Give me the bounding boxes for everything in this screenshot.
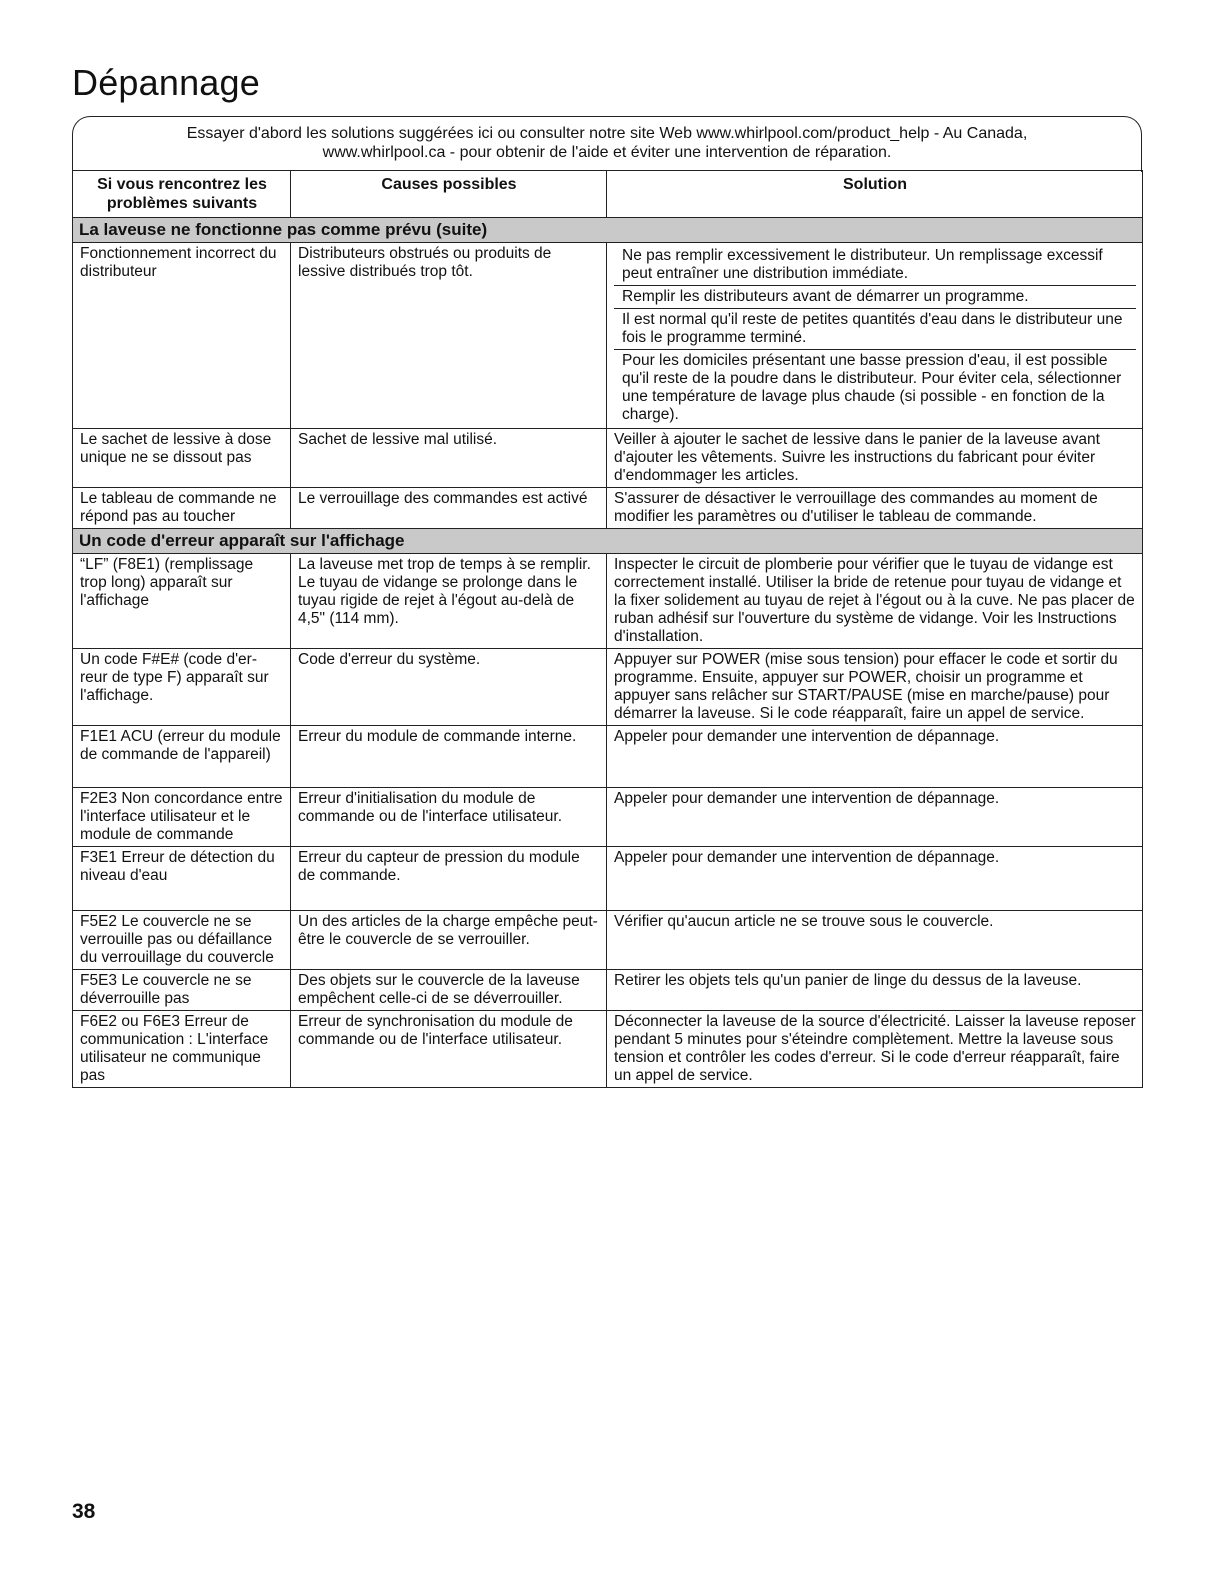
table-row [73, 649, 1143, 726]
problem-cell: F6E2 ou F6E3 Erreur de communication : L'interface utilisateur ne communique pas [73, 1011, 291, 1088]
cause-cell: Des objets sur le couvercle de la laveuse empêchent celle-ci de se déverrouiller. [291, 970, 607, 1011]
table-row [73, 911, 1143, 970]
problem-cell: Fonctionnement incorrect du distributeur [73, 243, 291, 429]
solution-item: Pour les domiciles présentant une basse pression d'eau, il est possible qu'il reste de la poudre dans le distributeur. Pour éviter cela, sélectionner une température de lavage plus chaude (si possible - en fonction de la charge). [622, 352, 1122, 423]
solution-item: Il est normal qu'il reste de petites quantités d'eau dans le distributeur une fois le programme terminé. [614, 309, 1136, 350]
solution-item: Ne pas remplir excessivement le distributeur. Un remplissage excessif peut entraîner une distribution immédiate. [614, 245, 1136, 286]
section-title: Un code d'erreur apparaît sur l'affichage [73, 529, 1143, 554]
cause-cell: Le verrouillage des commandes est activé [291, 488, 607, 529]
table-row [73, 788, 1143, 847]
cause-cell: La laveuse met trop de temps à se remplir. Le tuyau de vidange se prolonge dans le tuyau rigide de rejet à l'égout au-delà de 4,5" (114 mm). [291, 554, 607, 649]
solution-cell: Appeler pour demander une intervention de dépannage. [607, 847, 1143, 911]
page-title: Dépannage [72, 62, 260, 103]
cause-cell: Un des articles de la charge empêche peut-être le couvercle de se verrouiller. [291, 911, 607, 970]
table-row [73, 243, 1143, 429]
solution-cell: Inspecter le circuit de plomberie pour vérifier que le tuyau de vidange est correctement installé. Utiliser la bride de retenue pour tuyau de vidange et la fixer solidement au tuyau de rejet à l'égout ou à la cuve. Ne pas placer de ruban adhésif sur l'ouverture du système de vidange. Voir les Instructions d'installation. [607, 554, 1143, 649]
table-row [73, 488, 1143, 529]
cause-cell: Erreur du module de commande interne. [291, 726, 607, 788]
table-row [73, 1011, 1143, 1088]
problem-cell: F5E2 Le couvercle ne se verrouille pas ou défaillance du verrouillage du couvercle [73, 911, 291, 970]
troubleshooting-table [72, 170, 1143, 1088]
solution-cell: Déconnecter la laveuse de la source d'électricité. Laisser la laveuse reposer pendant 5 minutes pour s'éteindre complètement. Mettre la laveuse sous tension et contrôler les codes d'erreur. Si le code d'erreur réapparaît, faire un appel de service. [607, 1011, 1143, 1088]
problem-cell: F3E1 Erreur de détection du niveau d'eau [73, 847, 291, 911]
problem-cell: F5E3 Le couvercle ne se déverrouille pas [73, 970, 291, 1011]
table-row [73, 554, 1143, 649]
header-problem: Si vous rencontrez les problèmes suivants [73, 171, 291, 218]
table-row [73, 429, 1143, 488]
solution-cell: S'assurer de désactiver le verrouillage des commandes au moment de modifier les paramètres ou d'utiliser le tableau de commande. [607, 488, 1143, 529]
cause-cell: Code d'erreur du système. [291, 649, 607, 726]
header-causes: Causes possibles [291, 171, 607, 218]
solution-cell: Retirer les objets tels qu'un panier de linge du dessus de la laveuse. [607, 970, 1143, 1011]
cause-cell: Erreur du capteur de pression du module de commande. [291, 847, 607, 911]
intro-text [72, 124, 1142, 162]
problem-cell: “LF” (F8E1) (remplissage trop long) apparaît sur l'affichage [73, 554, 291, 649]
cause-cell: Erreur de synchronisation du module de commande ou de l'interface utilisateur. [291, 1011, 607, 1088]
problem-cell: F1E1 ACU (erreur du module de commande de l'appareil) [73, 726, 291, 788]
table-row [73, 847, 1143, 911]
problem-cell: Le tableau de commande ne répond pas au toucher [73, 488, 291, 529]
cause-cell: Erreur d'initialisation du module de commande ou de l'interface utilisateur. [291, 788, 607, 847]
section-title: La laveuse ne fonctionne pas comme prévu (suite) [73, 218, 1143, 243]
intro-line-1: Essayer d'abord les solutions suggérées ici ou consulter notre site Web www.whirlpool.com/product_help - Au Canada, [186, 125, 1028, 142]
table-header-row [73, 171, 1143, 218]
solution-cell: Appeler pour demander une intervention de dépannage. [607, 726, 1143, 788]
intro-line-2: www.whirlpool.ca - pour obtenir de l'aide et éviter une intervention de réparation. [322, 144, 892, 161]
solution-cell: Appuyer sur POWER (mise sous tension) pour effacer le code et sortir du programme. Ensuite, appuyer sur POWER, choisir un programme et appuyer sans relâcher sur START/PAUSE (mise en marche/pause) pour démarrer la laveuse. Si le code réapparaît, faire un appel de service. [607, 649, 1143, 726]
table-row [73, 970, 1143, 1011]
cause-cell: Distributeurs obstrués ou produits de lessive distribués trop tôt. [291, 243, 607, 429]
header-solution: Solution [607, 171, 1143, 218]
solution-item: Remplir les distributeurs avant de démarrer un programme. [614, 286, 1136, 309]
table-row [73, 726, 1143, 788]
solution-cell: Veiller à ajouter le sachet de lessive dans le panier de la laveuse avant d'ajouter les vêtements. Suivre les instructions du fabricant pour éviter d'endommager les articles. [607, 429, 1143, 488]
solution-cell: Appeler pour demander une intervention de dépannage. [607, 788, 1143, 847]
page-number: 38 [72, 1500, 96, 1523]
solution-cell [607, 243, 1143, 429]
section-header [73, 218, 1143, 243]
problem-cell: Le sachet de lessive à dose unique ne se dissout pas [73, 429, 291, 488]
solution-cell: Vérifier qu'aucun article ne se trouve sous le couvercle. [607, 911, 1143, 970]
problem-cell: Un code F#E# (code d'er- reur de type F) apparaît sur l'affichage. [73, 649, 291, 726]
section-header [73, 529, 1143, 554]
problem-cell: F2E3 Non concordance entre l'interface utilisateur et le module de commande [73, 788, 291, 847]
cause-cell: Sachet de lessive mal utilisé. [291, 429, 607, 488]
